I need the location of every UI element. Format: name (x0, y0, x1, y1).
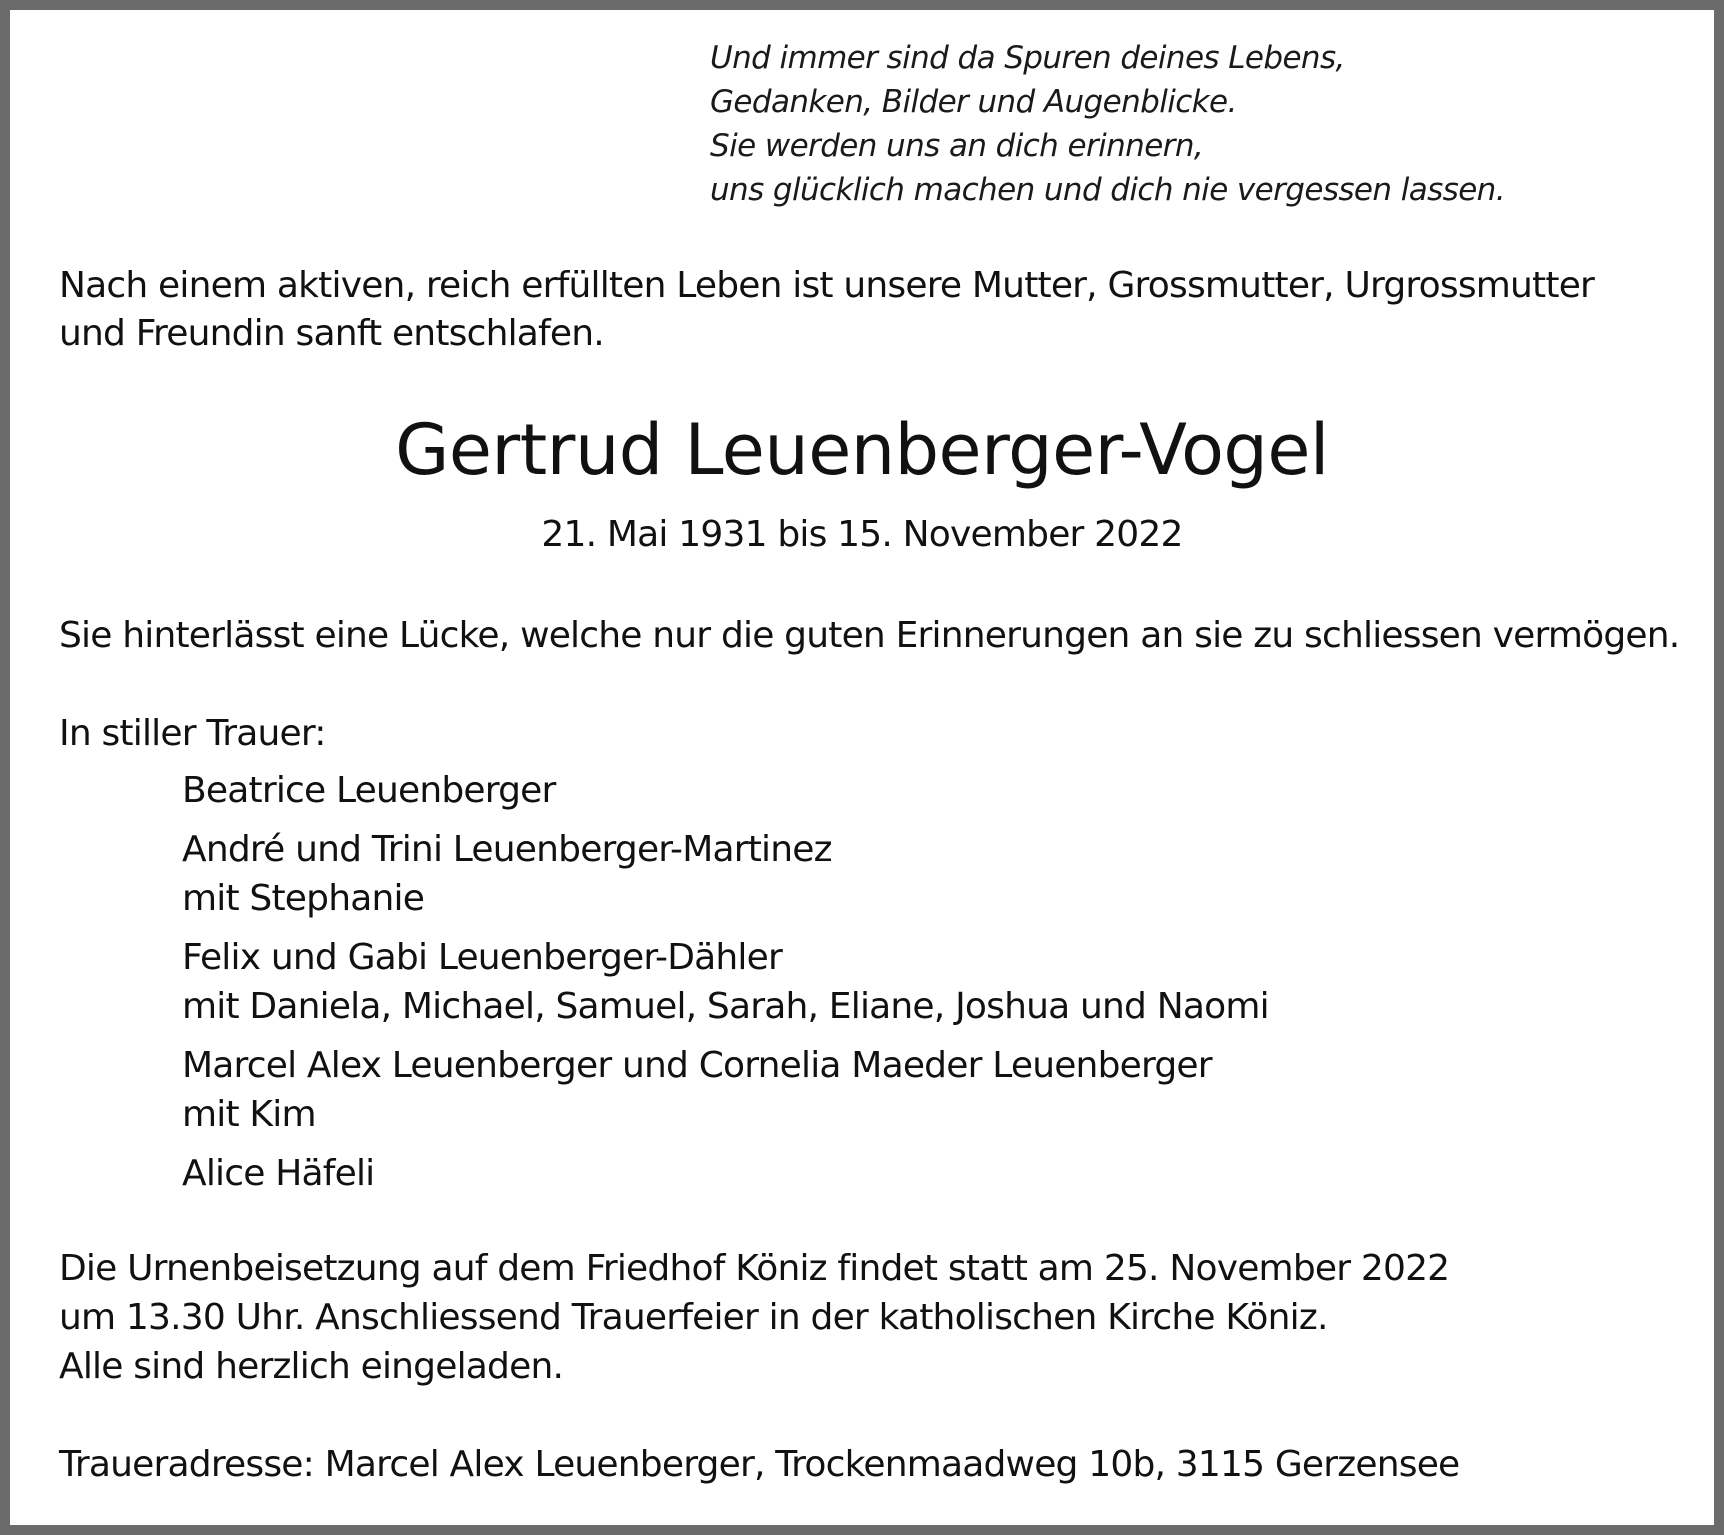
mourner-line: Beatrice Leuenberger (182, 770, 556, 811)
mourner-line: mit Daniela, Michael, Samuel, Sarah, Eliane, Joshua und Naomi (182, 986, 1269, 1027)
mourner-entry (182, 933, 1269, 1031)
mourner-line: mit Kim (182, 1094, 316, 1135)
poem-line: Sie werden uns an dich erinnern, (710, 128, 1204, 164)
mourning-address: Traueradresse: Marcel Alex Leuenberger, Trockenmaadweg 10b, 3115 Gerzensee (59, 1444, 1460, 1485)
mourner-entry (182, 825, 1269, 923)
poem (710, 36, 1505, 212)
poem-line: uns glücklich machen und dich nie vergessen lassen. (710, 172, 1505, 208)
mourner-entry (182, 766, 1269, 815)
deceased-name: Gertrud Leuenberger-Vogel (395, 409, 1329, 491)
mourners-title: In stiller Trauer: (59, 713, 326, 754)
intro-line: Nach einem aktiven, reich erfüllten Leben ist unsere Mutter, Grossmutter, Urgrossmutter (59, 265, 1595, 306)
mourner-line: Felix und Gabi Leuenberger-Dähler (182, 937, 782, 978)
ceremony-line: Alle sind herzlich eingeladen. (59, 1346, 564, 1387)
poem-line: Und immer sind da Spuren deines Lebens, (710, 40, 1345, 76)
mourners-list (182, 766, 1269, 1208)
mourner-line: Alice Häfeli (182, 1153, 375, 1194)
intro-paragraph (59, 262, 1594, 358)
obituary-notice (10, 10, 1714, 1525)
mourner-line: André und Trini Leuenberger-Martinez (182, 829, 832, 870)
mourner-entry (182, 1041, 1269, 1139)
mourner-entry (182, 1149, 1269, 1198)
poem-line: Gedanken, Bilder und Augenblicke. (710, 84, 1237, 120)
ceremony-line: Die Urnenbeisetzung auf dem Friedhof Köniz findet statt am 25. November 2022 (59, 1248, 1450, 1289)
ceremony-info (59, 1244, 1449, 1391)
intro-line: und Freundin sanft entschlafen. (59, 313, 604, 354)
life-dates: 21. Mai 1931 bis 15. November 2022 (541, 514, 1183, 555)
ceremony-line: um 13.30 Uhr. Anschliessend Trauerfeier in der katholischen Kirche Köniz. (59, 1297, 1328, 1338)
mourner-line: Marcel Alex Leuenberger und Cornelia Maeder Leuenberger (182, 1045, 1212, 1086)
legacy-text: Sie hinterlässt eine Lücke, welche nur die guten Erinnerungen an sie zu schliessen vermögen. (59, 615, 1680, 656)
mourner-line: mit Stephanie (182, 878, 425, 919)
